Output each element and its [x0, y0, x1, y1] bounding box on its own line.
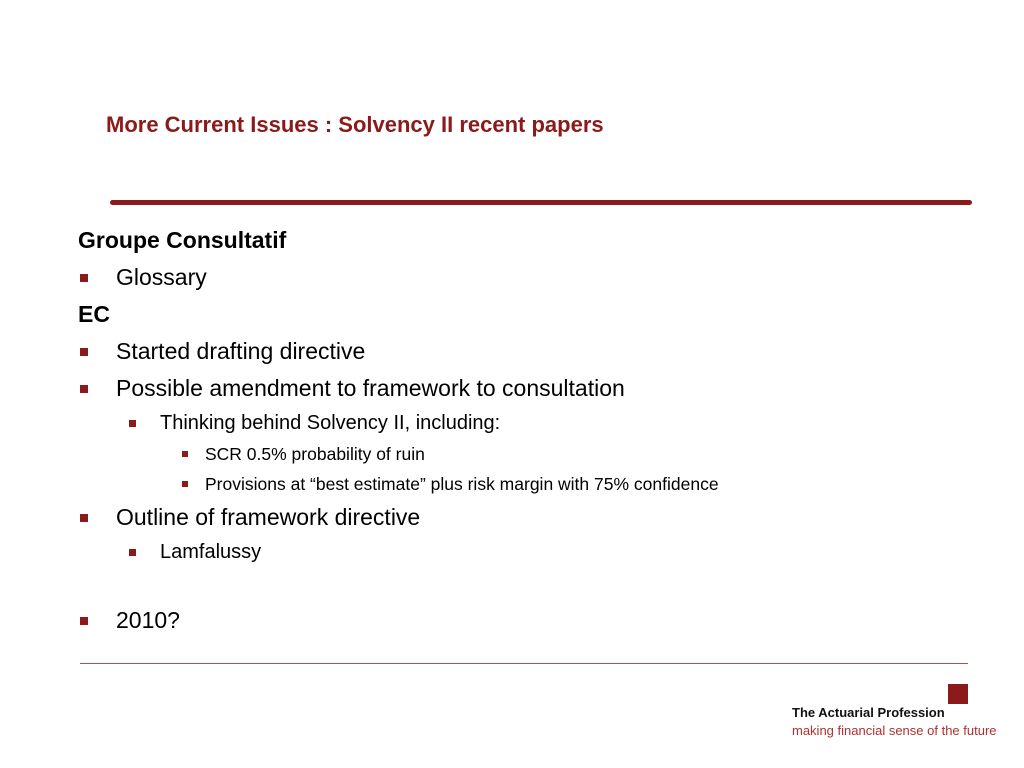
square-bullet-icon [80, 617, 88, 625]
bullet-text: Lamfalussy [160, 541, 262, 563]
section-heading-ec: EC [78, 301, 110, 327]
title-underline [110, 200, 972, 205]
sub-bullet-lamfalussy [78, 536, 978, 568]
square-bullet-icon [182, 481, 188, 487]
square-bullet-icon [80, 348, 88, 356]
bullet-text: SCR 0.5% probability of ruin [205, 444, 425, 464]
square-bullet-icon [80, 514, 88, 522]
bullet-item-2010 [78, 602, 978, 639]
square-bullet-icon [80, 274, 88, 282]
org-logo-name: The Actuarial Profession [792, 705, 945, 720]
bullet-item-started-drafting [78, 333, 978, 370]
spacer [78, 568, 978, 602]
bullet-text: Possible amendment to framework to consultation [116, 375, 625, 401]
logo-square-icon [948, 684, 968, 704]
bullet-item-glossary [78, 259, 978, 296]
bullet-text: Outline of framework directive [116, 504, 421, 530]
bullet-text: Thinking behind Solvency II, including: [160, 412, 501, 434]
footer-divider [80, 663, 968, 664]
square-bullet-icon [129, 420, 136, 427]
square-bullet-icon [129, 549, 136, 556]
section-heading-groupe-consultatif: Groupe Consultatif [78, 227, 287, 253]
sub-sub-bullet-provisions [78, 469, 978, 499]
bullet-text: 2010? [116, 607, 180, 633]
bullet-item-outline-framework [78, 499, 978, 536]
slide-content [78, 222, 978, 639]
bullet-text: Glossary [116, 264, 207, 290]
square-bullet-icon [182, 451, 188, 457]
org-tagline: making financial sense of the future [792, 723, 997, 738]
bullet-text: Provisions at “best estimate” plus risk margin with 75% confidence [205, 474, 719, 494]
sub-bullet-thinking-behind [78, 407, 978, 439]
bullet-item-possible-amendment [78, 370, 978, 407]
sub-sub-bullet-scr [78, 439, 978, 469]
bullet-text: Started drafting directive [116, 338, 366, 364]
slide-title: More Current Issues : Solvency II recent papers [106, 112, 604, 137]
square-bullet-icon [80, 385, 88, 393]
